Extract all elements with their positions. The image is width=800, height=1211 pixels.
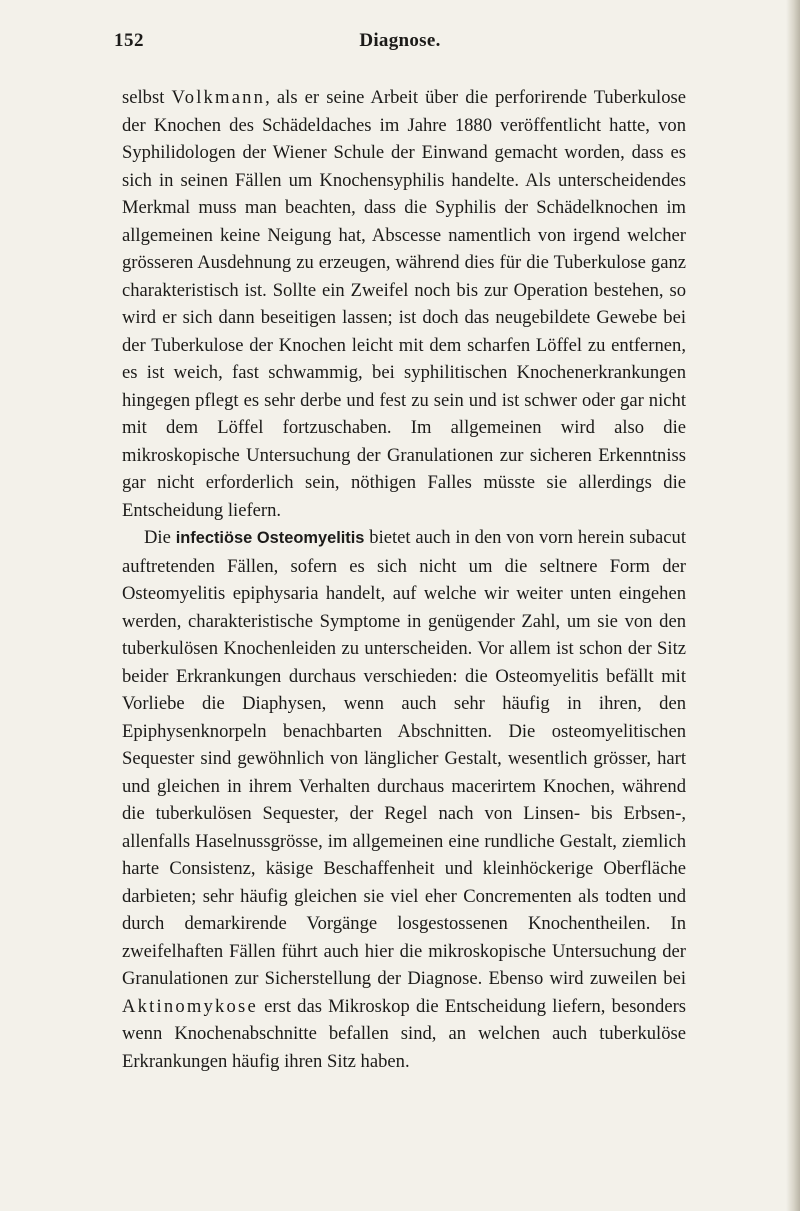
text-run: selbst xyxy=(122,87,172,108)
paragraph xyxy=(122,524,686,1075)
page-edge-shadow xyxy=(786,0,800,1211)
emphasized-name: Volkmann xyxy=(171,87,266,108)
page-header xyxy=(114,30,686,66)
paragraph xyxy=(122,84,686,524)
page-number: 152 xyxy=(114,30,144,51)
body-text xyxy=(122,84,686,1075)
text-run: Die xyxy=(144,527,176,548)
running-title: Diagnose. xyxy=(359,30,441,51)
emphasized-term: Aktinomykose xyxy=(122,995,258,1017)
bold-term: infectiöse Osteomyelitis xyxy=(175,529,365,547)
text-run: bietet auch in den von vorn herein subacut auftretenden Fällen, sofern es sich nicht um die seltnere Form der Osteomyelitis epiphysaria handelt, auf welche wir weiter unten eingehen werden, charakteristische Symptome in genügender Zahl, um sie von den tuberkulösen Knochenleiden zu unterscheiden. Vor allem ist schon der Sitz beider Erkrankungen durchaus verschieden: die Osteomyelitis befällt mit Vorliebe die Diaphysen, wenn auch sehr häufig in ihren, den Epiphysenknorpeln benachbarten Abschnitten. Die osteomyelitischen Sequester sind gewöhnlich von länglicher Gestalt, wesentlich grösser, hart und gleichen in ihrem Verhalten durchaus macerirtem Knochen, während die tuberkulösen Sequester, der Regel nach von Linsen- bis Erbsen-, allenfalls Haselnussgrösse, im allgemeinen eine rundliche Gestalt, ziemlich harte Consistenz, käsige Beschaffenheit und kleinhöckerige Oberfläche darbieten; sehr häufig gleichen sie viel eher Concrementen als todten und durch demarkirende Vorgänge losgestossenen Knochentheilen. In zweifelhaften Fällen führt auch hier die mikroskopische Untersuchung der Granulationen zur Sicherstellung der Diagnose. Ebenso wird zuweilen bei xyxy=(122,527,687,989)
text-run: , als er seine Arbeit über die perforirende Tuberkulose der Knochen des Schädeldaches im Jahre 1880 veröffentlicht hatte, von Syphilidologen der Wiener Schule der Einwand gemacht worden, dass es sich in seinen Fällen um Knochensyphilis handelte. Als unterscheidendes Merkmal muss man beachten, dass die Syphilis der Schädelknochen im allgemeinen keine Neigung hat, Abscesse namentlich von irgend welcher grösseren Ausdehnung zu erzeugen, während dies für die Tuberkulose ganz charakteristisch ist. Sollte ein Zweifel noch bis zur Operation bestehen, so wird er sich dann beseitigen lassen; ist doch das neugebildete Gewebe bei der Tuberkulose der Knochen leicht mit dem scharfen Löffel zu entfernen, es ist weich, fast schwammig, bei syphilitischen Knochenerkrankungen hingegen pflegt es sehr derbe und fest zu sein und ist schwer oder gar nicht mit dem Löffel fortzuschaben. Im allgemeinen wird also die mikroskopische Untersuchung der Granulationen zur sicheren Erkenntniss gar nicht erforderlich sein, nöthigen Falles müsste sie allerdings die Entscheidung liefern. xyxy=(122,87,686,521)
text-run: erst das Mikroskop die Entscheidung liefern, besonders wenn Knochenabschnitte befallen sind, an welchen auch tuberkulöse Erkrankungen häufig ihren Sitz haben. xyxy=(122,995,686,1072)
